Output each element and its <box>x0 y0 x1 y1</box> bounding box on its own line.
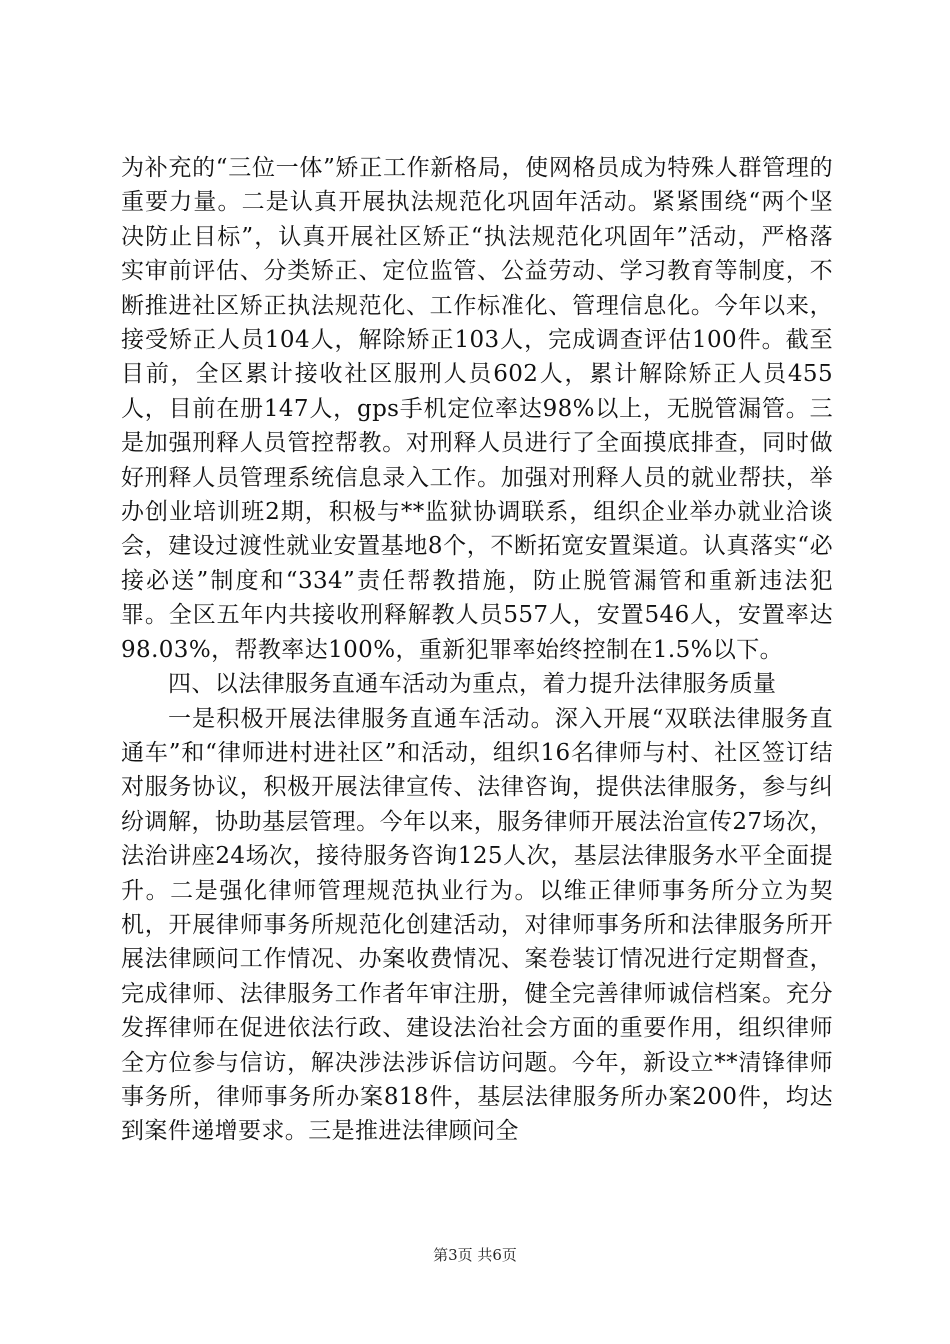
body-paragraph: 一是积极开展法律服务直通车活动。深入开展“双联法律服务直通车”和“律师进村进社区”和活动，组织16名律师与村、社区签订结对服务协议，积极开展法律宣传、法律咨询，提供法律服务，参与纠纷调解，协助基层管理。今年以来，服务律师开展法治宣传27场次，法治讲座24场次，接待服务咨询125人次，基层法律服务水平全面提升。二是强化律师管理规范执业行为。以维正律师事务所分立为契机，开展律师事务所规范化创建活动，对律师事务所和法律服务所开展法律顾问工作情况、办案收费情况、案卷装订情况进行定期督查，完成律师、法律服务工作者年审注册，健全完善律师诚信档案。充分发挥律师在促进依法行政、建设法治社会方面的重要作用，组织律师全方位参与信访，解决涉法涉诉信访问题。今年，新设立**清锋律师事务所，律师事务所办案818件，基层法律服务所办案200件，均达到案件递增要求。三是推进法律顾问全 <box>121 705 833 1145</box>
page-footer <box>0 1244 950 1265</box>
document-body <box>121 151 833 1149</box>
body-paragraph: 为补充的“三位一体”矫正工作新格局，使网格员成为特殊人群管理的重要力量。二是认真开展执法规范化巩固年活动。紧紧围绕“两个坚决防止目标”，认真开展社区矫正“执法规范化巩固年”活动，严格落实审前评估、分类矫正、定位监管、公益劳动、学习教育等制度，不断推进社区矫正执法规范化、工作标准化、管理信息化。今年以来，接受矫正人员104人，解除矫正103人，完成调查评估100件。截至目前，全区累计接收社区服刑人员602人，累计解除矫正人员455人，目前在册147人，gps手机定位率达98%以上，无脱管漏管。三是加强刑释人员管控帮教。对刑释人员进行了全面摸底排查，同时做好刑释人员管理系统信息录入工作。加强对刑释人员的就业帮扶，举办创业培训班2期，积极与**监狱协调联系，组织企业举办就业洽谈会，建设过渡性就业安置基地8个，不断拓宽安置渠道。认真落实“必接必送”制度和“334”责任帮教措施，防止脱管漏管和重新违法犯罪。全区五年内共接收刑释解教人员557人，安置546人，安置率达98.03%，帮教率达100%，重新犯罪率始终控制在1.5%以下。 <box>121 155 833 663</box>
section-heading: 四、以法律服务直通车活动为重点，着力提升法律服务质量 <box>168 671 777 698</box>
page-number: 第3页 共6页 <box>433 1246 517 1264</box>
